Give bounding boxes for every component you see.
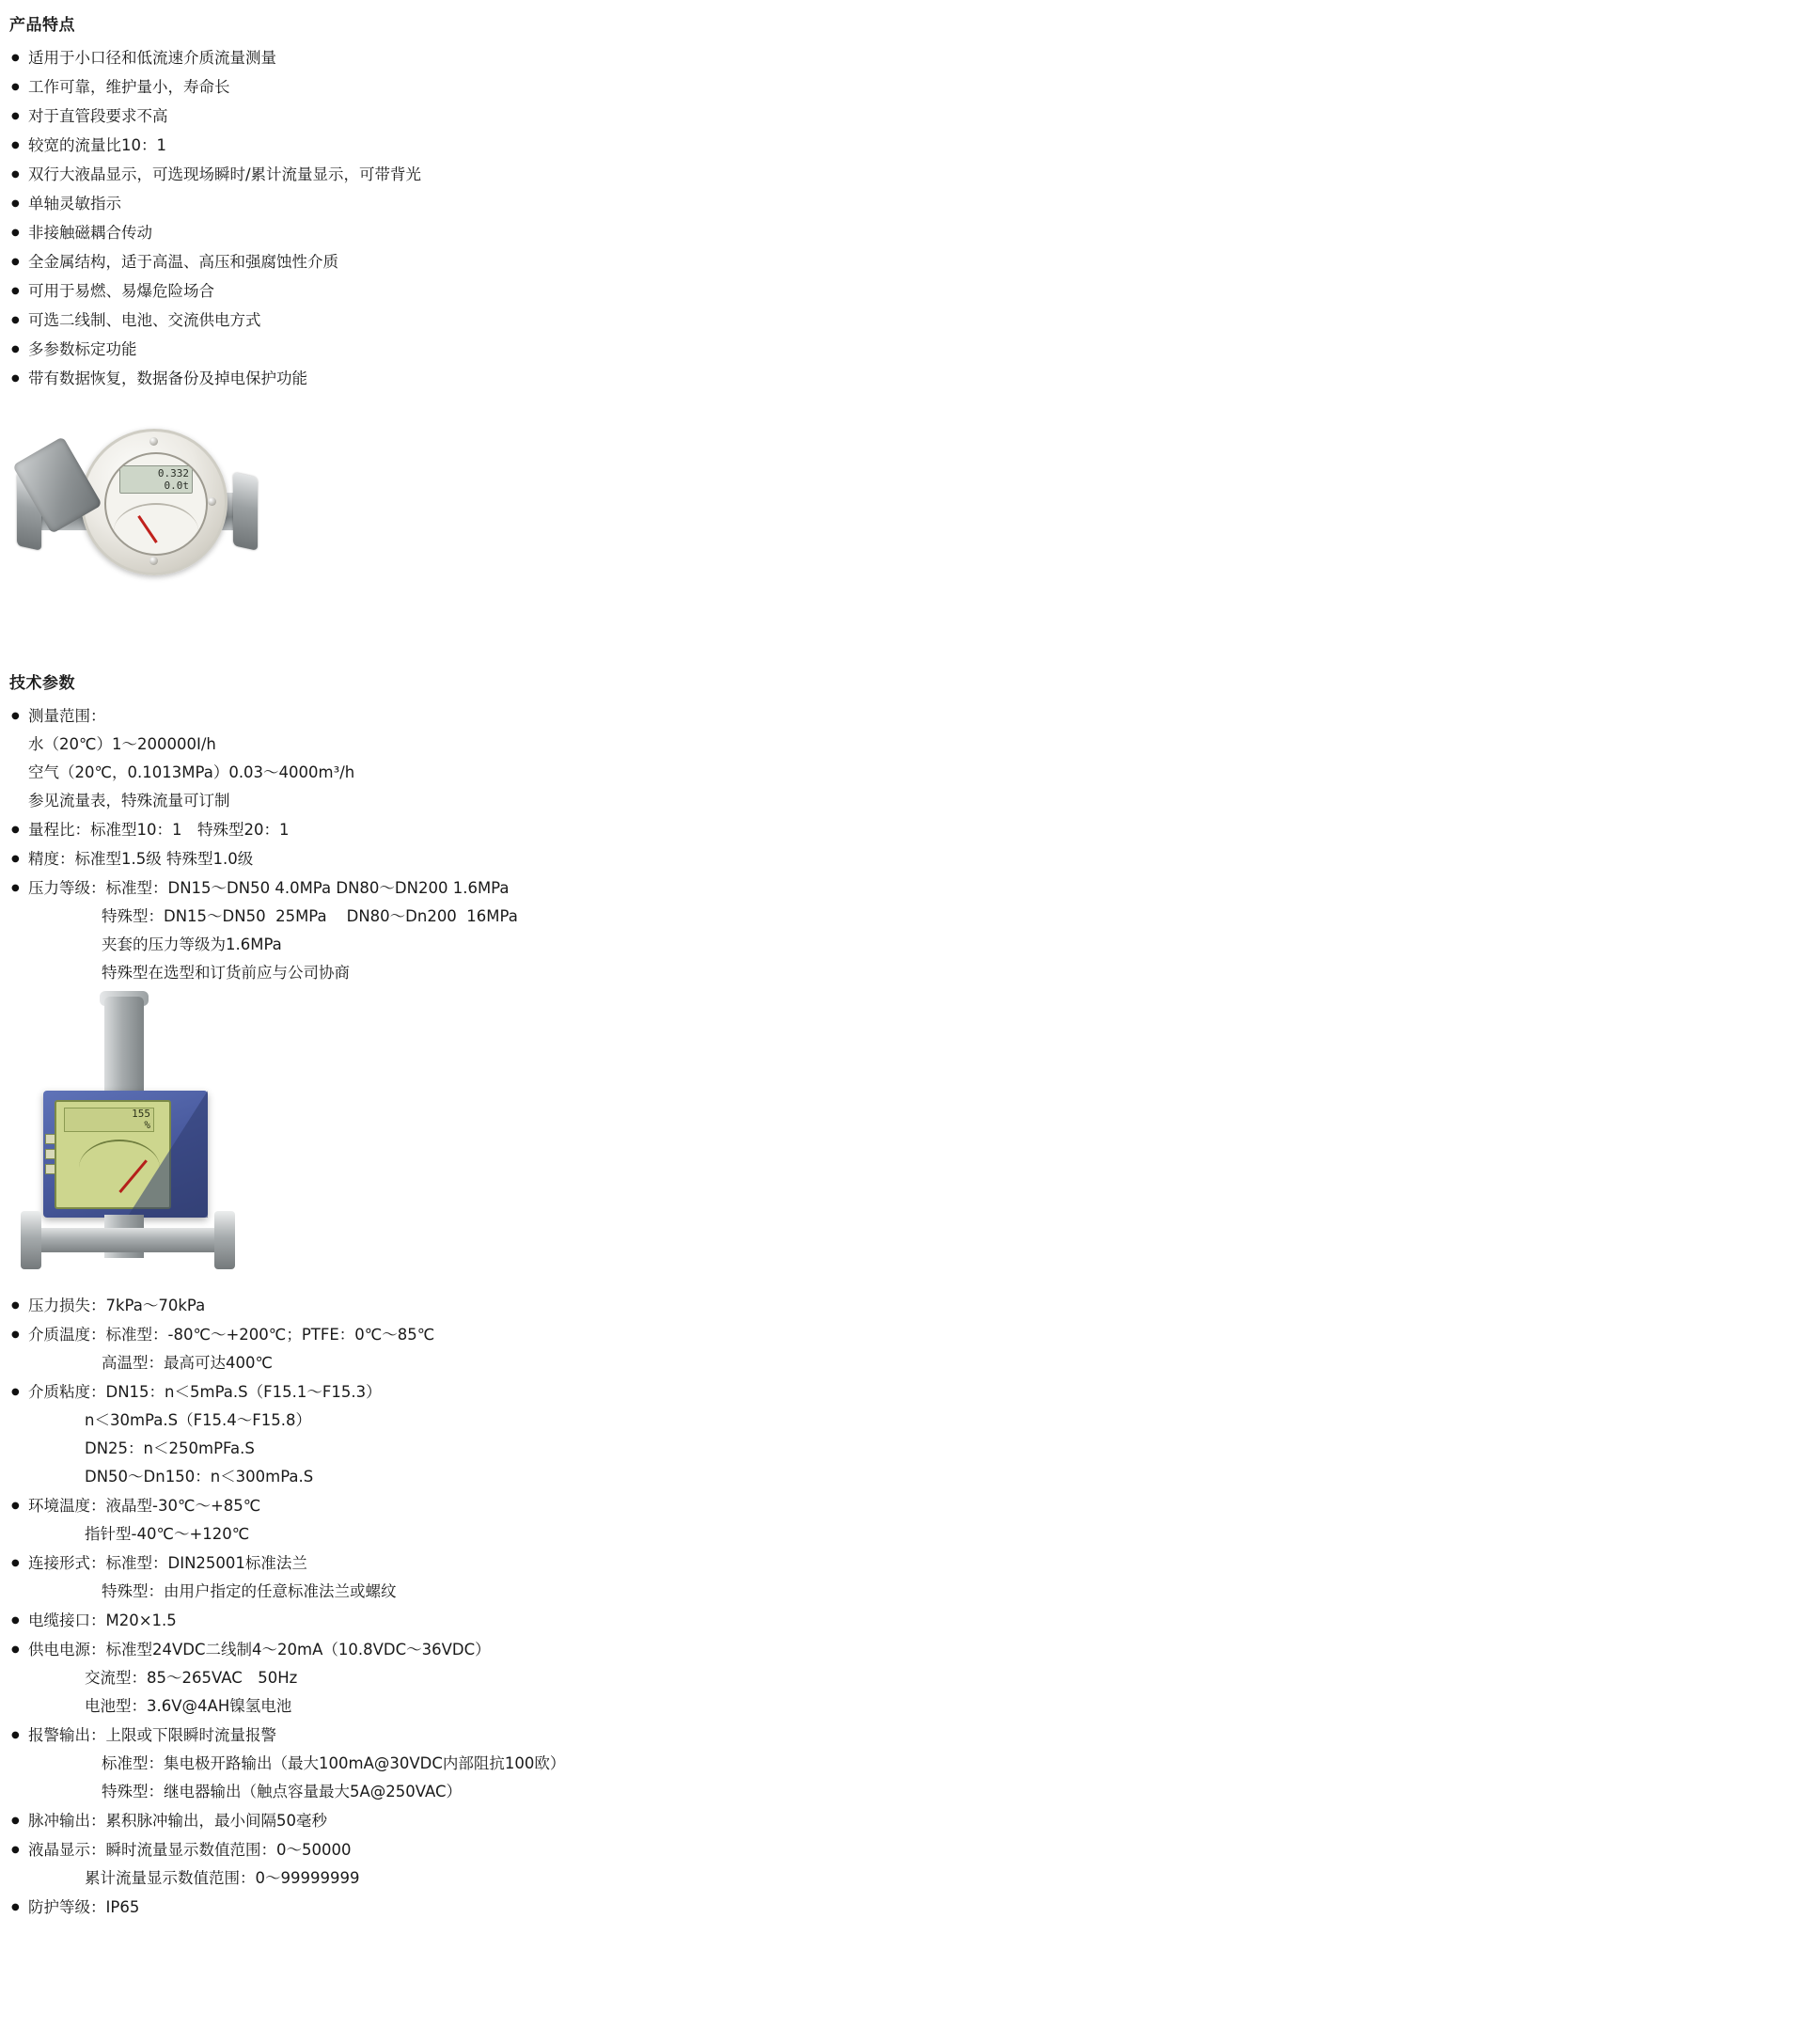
spec-sub-lines bbox=[28, 1750, 1805, 1806]
spec-label: 测量范围： bbox=[28, 707, 106, 725]
specs-list-part2 bbox=[8, 1292, 1805, 1922]
indicator-housing-shape bbox=[81, 429, 228, 575]
spec-sub-line: 高温型：最高可达400℃ bbox=[102, 1354, 274, 1372]
spec-label: 供电电源：标准型24VDC二线制4～20mA（10.8VDC～36VDC） bbox=[28, 1641, 491, 1659]
product-figure-2 bbox=[8, 997, 1805, 1279]
lcd-line-1: 0.332 bbox=[157, 467, 189, 480]
spec-sub-line: 特殊型：DN15～DN50 25MPa DN80～Dn200 16MPa bbox=[102, 907, 518, 925]
spec-sub-line: 夹套的压力等级为1.6MPa bbox=[102, 936, 282, 953]
spec-sub-line: 参见流量表，特殊流量可订制 bbox=[28, 792, 230, 810]
features-section-title: 产品特点 bbox=[9, 16, 75, 35]
flange-right-shape bbox=[214, 1211, 235, 1269]
list-item bbox=[8, 816, 1805, 844]
spec-sub-line: 特殊型：由用户指定的任意标准法兰或螺纹 bbox=[102, 1582, 397, 1600]
list-item: ● 带有数据恢复，数据备份及掉电保护功能 bbox=[8, 365, 1805, 393]
spec-sub-line: 水（20℃）1～200000I/h bbox=[28, 735, 216, 753]
list-item bbox=[8, 874, 1805, 987]
product-figure-1 bbox=[8, 402, 1805, 656]
spec-label: 量程比：标准型10：1 特殊型20：1 bbox=[28, 821, 290, 839]
list-item bbox=[8, 1292, 1805, 1320]
spec-label: 精度：标准型1.5级 特殊型1.0级 bbox=[28, 850, 254, 868]
spec-label: 防护等级：IP65 bbox=[28, 1898, 140, 1916]
horizontal-pipe-shape bbox=[34, 1228, 217, 1252]
spec-label: 压力等级：标准型：DN15～DN50 4.0MPa DN80～DN200 1.6MPa bbox=[28, 879, 510, 897]
spec-sub-lines bbox=[28, 1520, 1805, 1549]
spec-sub-lines bbox=[28, 1407, 1805, 1491]
upper-pipe-shape bbox=[104, 997, 144, 1100]
spec-sub-line: n＜30mPa.S（F15.4～F15.8） bbox=[85, 1411, 312, 1429]
lcd-line-1: 155 bbox=[132, 1108, 150, 1120]
spec-sub-line: 特殊型在选型和订货前应与公司协商 bbox=[102, 964, 350, 982]
list-item bbox=[8, 845, 1805, 873]
bottom-spacer bbox=[8, 1923, 1805, 1930]
spec-sub-line: 空气（20℃，0.1013MPa）0.03～4000m³/h bbox=[28, 763, 355, 781]
spec-label: 介质温度：标准型：-80℃～+200℃；PTFE：0℃～85℃ bbox=[28, 1326, 435, 1344]
spec-sub-lines bbox=[28, 1578, 1805, 1606]
page-content bbox=[0, 11, 1805, 1930]
list-item bbox=[8, 1378, 1805, 1491]
list-item bbox=[8, 1549, 1805, 1606]
list-item: ● 单轴灵敏指示 bbox=[8, 190, 1805, 218]
spec-label: 压力损失：7kPa～70kPa bbox=[28, 1297, 206, 1314]
list-item bbox=[8, 1807, 1805, 1835]
list-item: ● 较宽的流量比10：1 bbox=[8, 132, 1805, 160]
spec-sub-lines bbox=[28, 1664, 1805, 1721]
dial-face-shape bbox=[104, 452, 208, 556]
spec-label: 脉冲输出：累积脉冲输出，最小间隔50毫秒 bbox=[28, 1812, 327, 1830]
converter-body-shape bbox=[43, 1091, 208, 1218]
list-item: ● 可选二线制、电池、交流供电方式 bbox=[8, 307, 1805, 335]
spec-sub-line: DN50～Dn150：n＜300mPa.S bbox=[85, 1468, 314, 1486]
features-list bbox=[8, 44, 1805, 393]
lcd-display-figure2 bbox=[64, 1108, 154, 1132]
spec-label: 液晶显示：瞬时流量显示数值范围：0～50000 bbox=[28, 1841, 352, 1859]
list-item: ● 全金属结构，适于高温、高压和强腐蚀性介质 bbox=[8, 248, 1805, 276]
flowmeter-horizontal-illustration bbox=[15, 402, 288, 656]
list-item: ● 非接触磁耦合传动 bbox=[8, 219, 1805, 247]
spec-sub-line: DN25：n＜250mPFa.S bbox=[85, 1439, 255, 1457]
spec-sub-line: 特殊型：继电器输出（触点容量最大5A@250VAC） bbox=[102, 1783, 463, 1800]
flange-right-shape bbox=[233, 472, 258, 551]
spec-sub-line: 指针型-40℃～+120℃ bbox=[85, 1525, 250, 1543]
spec-sub-line: 累计流量显示数值范围：0～99999999 bbox=[85, 1869, 360, 1887]
spec-sub-line: 标准型：集电极开路输出（最大100mA@30VDC内部阻抗100欧） bbox=[102, 1754, 566, 1772]
spec-label: 报警输出：上限或下限瞬时流量报警 bbox=[28, 1726, 276, 1744]
indicator-face-shape bbox=[55, 1100, 171, 1209]
list-item bbox=[8, 1636, 1805, 1721]
specs-list-part1 bbox=[8, 702, 1805, 987]
list-item: ● 工作可靠，维护量小，寿命长 bbox=[8, 73, 1805, 102]
spec-sub-lines bbox=[28, 731, 1805, 815]
list-item bbox=[8, 1836, 1805, 1893]
list-item bbox=[8, 1722, 1805, 1806]
specs-section-title: 技术参数 bbox=[9, 674, 75, 693]
spec-label: 环境温度：液晶型-30℃～+85℃ bbox=[28, 1497, 261, 1515]
list-item: ● 对于直管段要求不高 bbox=[8, 102, 1805, 131]
spec-label: 介质粘度：DN15：n＜5mPa.S（F15.1～F15.3） bbox=[28, 1383, 382, 1401]
spec-sub-line: 交流型：85～265VAC 50Hz bbox=[85, 1669, 298, 1687]
list-item bbox=[8, 702, 1805, 815]
spec-sub-lines bbox=[28, 1864, 1805, 1893]
flange-left-shape bbox=[21, 1211, 41, 1269]
lcd-line-2: 0.0t bbox=[164, 480, 189, 492]
spec-sub-lines bbox=[28, 1349, 1805, 1377]
bolt-icon bbox=[208, 497, 216, 506]
bolt-icon bbox=[149, 557, 158, 565]
list-item: ● 多参数标定功能 bbox=[8, 336, 1805, 364]
spec-label: 电缆接口：M20×1.5 bbox=[28, 1612, 177, 1629]
list-item bbox=[8, 1492, 1805, 1549]
list-item: ● 双行大液晶显示，可选现场瞬时/累计流量显示，可带背光 bbox=[8, 161, 1805, 189]
list-item: ● 适用于小口径和低流速介质流量测量 bbox=[8, 44, 1805, 72]
list-item bbox=[8, 1321, 1805, 1377]
lcd-display-figure1 bbox=[119, 465, 193, 494]
spec-sub-lines bbox=[28, 903, 1805, 987]
spec-label: 连接形式：标准型：DIN25001标准法兰 bbox=[28, 1554, 307, 1572]
flowmeter-vertical-illustration bbox=[15, 997, 297, 1279]
list-item bbox=[8, 1607, 1805, 1635]
bolt-icon bbox=[149, 437, 158, 446]
lcd-line-2: % bbox=[144, 1119, 150, 1131]
spec-sub-line: 电池型：3.6V@4AH镍氢电池 bbox=[85, 1697, 292, 1715]
list-item: ● 可用于易燃、易爆危险场合 bbox=[8, 277, 1805, 306]
list-item bbox=[8, 1894, 1805, 1922]
